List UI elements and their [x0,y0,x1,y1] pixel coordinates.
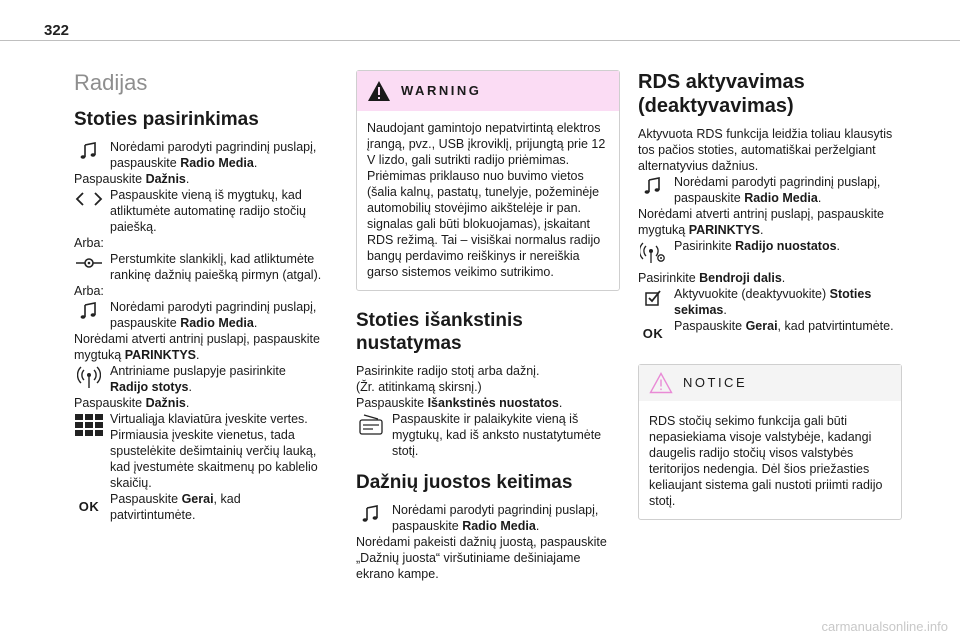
heading-station-selection: Stoties pasirinkimas [74,109,259,130]
section-title: Radijas [74,70,148,95]
radio-settings-icon [638,240,668,266]
step-row: Norėdami parodyti pagrindinį puslapį, paspauskite Radio Media. [74,299,326,331]
step-row: Paspauskite ir palaikykite vieną iš mygtukų, kad iš anksto nustatytumėte stotį. [356,411,620,459]
chevron-left-right-icon [74,189,104,215]
paragraph-or: Arba: [74,284,104,298]
notice-box [638,364,902,520]
warning-text: Naudojant gamintojo nepatvirtintą elektros įrangą, pvz., USB įkroviklį, prijungtą prie 12 V lizdo, gali sutrikti radijo priėmimas. Priėmimas priklauso nuo buvimo vietos (šalia kalnų, pastatų, tunelyje, požeminėje automobilių stovėjimo aikštelėje ir pan. signalas gali būti blokuojamas), įskaitant RDS režimą. Tai – visiškai normalus radijo bangų perdavimo reiškinys ir nereiškia garso sistemos veikimo sutrikimo. [367,121,606,279]
keypad-grid-icon [74,413,104,439]
paragraph: (Žr. atitinkamą skirsnį.) [356,380,482,394]
paragraph-or: Arba: [74,236,104,250]
step-row: Perstumkite slankiklį, kad atliktumėte rankinę dažnių paiešką pirmyn (atgal). [74,251,326,283]
step-row: Pasirinkite Radijo nuostatos. [638,238,902,270]
paragraph: Norėdami atverti antrinį puslapį, paspauskite mygtuką PARINKTYS. [74,332,320,362]
warning-header: WARNING [357,71,619,111]
step-row: Virtualiąja klaviatūra įveskite vertes. Pirmiausia įveskite vienetus, tada spustelėkite dešimtainių verčių lauką, kad įvestumėte skaitmenų po kablelio skaičių. [74,411,326,491]
step-row: Norėdami parodyti pagrindinį puslapį, paspauskite Radio Media. [74,139,326,171]
music-note-icon [638,176,668,202]
radio-antenna-icon [74,365,104,391]
column-1 [74,70,326,523]
paragraph: Pasirinkite Bendroji dalis. [638,271,786,285]
step-row: Paspauskite vieną iš mygtukų, kad atliktumėte automatinę radijo stočių paiešką. [74,187,326,235]
notice-header: NOTICE [639,365,901,401]
step-row: Antriniame puslapyje pasirinkite Radijo stotys. [74,363,326,395]
paragraph: Paspauskite Išankstinės nuostatos. [356,396,563,410]
column-3 [638,70,902,520]
notice-triangle-icon [649,372,673,394]
step-row: Norėdami parodyti pagrindinį puslapį, paspauskite Radio Media. [356,502,620,534]
paragraph: Norėdami pakeisti dažnių juostą, paspauskite „Dažnių juosta“ viršutiniame dešiniajame ekrano kampe. [356,535,607,581]
footer-watermark: carmanualsonline.info [821,619,948,634]
ok-label: OK [642,326,664,341]
step-row: OK Paspauskite Gerai, kad patvirtintumėte. [74,491,326,523]
warning-box [356,70,620,291]
music-note-icon [356,504,386,530]
warning-triangle-icon [367,80,391,102]
paragraph: Norėdami atverti antrinį puslapį, paspauskite mygtuką PARINKTYS. [638,207,884,237]
paragraph: Paspauskite Dažnis. [74,172,190,186]
header-rule [0,40,960,41]
music-note-icon [74,141,104,167]
paragraph: Aktyvuota RDS funkcija leidžia toliau klausytis tos pačios stoties, automatiškai perželgiant alternatyvius dažnius. [638,127,893,173]
column-2 [356,70,620,582]
step-row: OK Paspauskite Gerai, kad patvirtintumėte. [638,318,902,350]
ok-label: OK [78,499,100,514]
step-row: Aktyvuokite (deaktyvuokite) Stoties sekimas. [638,286,902,318]
slider-tuning-icon [74,253,104,279]
paragraph: Paspauskite Dažnis. [74,396,190,410]
preset-radio-icon [356,413,386,439]
heading-band-change: Dažnių juostos keitimas [356,472,573,493]
heading-rds: RDS aktyvavimas (deaktyvavimas) [638,71,805,117]
checkbox-checked-icon [638,288,668,314]
heading-preset: Stoties išankstinis nustatymas [356,310,523,354]
music-note-icon [74,301,104,327]
notice-text: RDS stočių sekimo funkcija gali būti nepasiekiama visoje valstybėje, kadangi daugelis radijo stočių visos valstybės teritorijos nedengia. Dėl šios priežasties keliaujant sistema gali nustoti priimti radijo stotį. [649,414,883,508]
page-number: 322 [44,22,70,39]
paragraph: Pasirinkite radijo stotį arba dažnį. [356,364,540,378]
step-row: Norėdami parodyti pagrindinį puslapį, paspauskite Radio Media. [638,174,902,206]
